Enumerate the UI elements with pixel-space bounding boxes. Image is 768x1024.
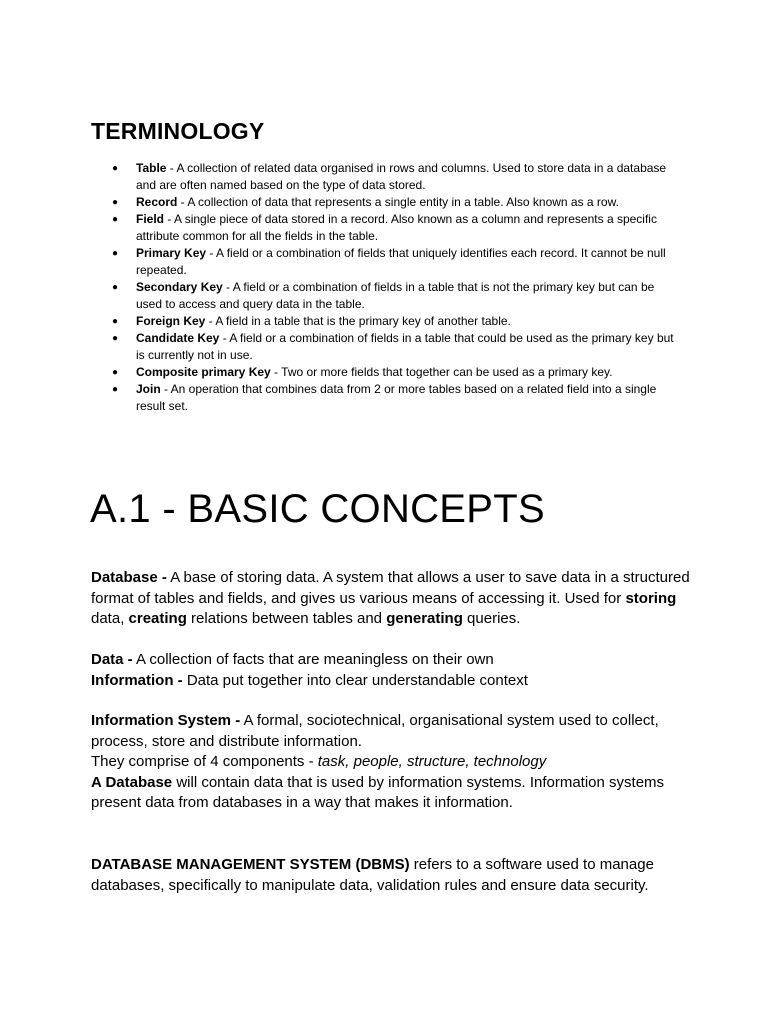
emphasis-generating: generating — [386, 610, 463, 627]
emphasis-creating: creating — [128, 610, 187, 627]
information-system-term: Information System - — [91, 712, 241, 729]
dbms-term: DATABASE MANAGEMENT SYSTEM (DBMS) — [91, 856, 410, 873]
term-label: Secondary Key — [136, 280, 223, 294]
list-item — [91, 364, 676, 381]
a-database-term: A Database — [91, 773, 173, 791]
terminology-heading: TERMINOLOGY — [91, 118, 265, 144]
term-label: Table — [136, 161, 167, 175]
information-system-paragraph — [91, 711, 691, 814]
term-definition: - An operation that combines data from 2 or more tables based on a related field into a single result set. — [136, 382, 657, 413]
term-label: Candidate Key — [136, 331, 220, 345]
database-text: A base of storing data. A system that allows a user to save data in a structured format of tables and fields, and gives us various means of accessing it. Used for — [91, 569, 690, 607]
dbms-paragraph — [91, 855, 691, 896]
emphasis-storing: storing — [625, 589, 677, 607]
term-label: Record — [136, 195, 178, 209]
term-definition: - A field or a combination of fields in a table that is not the primary key but can be used to access and query data in the table. — [136, 280, 655, 311]
list-item — [91, 160, 676, 194]
list-item — [91, 245, 676, 279]
information-system-text: A formal, sociotechnical, organisational system used to collect, process, store and distribute information. — [91, 712, 659, 750]
term-definition: - A collection of data that represents a single entity in a table. Also known as a row. — [177, 195, 619, 209]
term-definition: - Two or more fields that together can be used as a primary key. — [270, 365, 613, 379]
list-item — [91, 194, 676, 211]
components-list: task, people, structure, technology — [317, 753, 547, 770]
database-text: relations between tables and — [186, 610, 387, 627]
data-information-paragraph — [91, 650, 691, 691]
database-text: data, — [91, 610, 129, 627]
term-label: Field — [136, 212, 165, 226]
term-label: Primary Key — [136, 246, 207, 260]
term-label: Composite primary Key — [136, 365, 271, 379]
list-item — [91, 279, 676, 313]
term-definition: - A field or a combination of fields in a table that could be used as the primary key but is currently not in use. — [136, 331, 674, 362]
list-item — [91, 313, 676, 330]
terminology-list — [91, 160, 676, 415]
database-paragraph — [91, 568, 691, 630]
section-heading: A.1 - BASIC CONCEPTS — [90, 487, 545, 531]
list-item — [91, 381, 676, 415]
term-label: Foreign Key — [136, 314, 206, 328]
term-definition: - A collection of related data organised in rows and columns. Used to store data in a database and are often named based on the type of data stored. — [136, 161, 667, 192]
term-definition: - A field or a combination of fields that uniquely identifies each record. It cannot be null repeated. — [136, 246, 666, 277]
term-definition: - A field in a table that is the primary key of another table. — [205, 314, 511, 328]
database-text: queries. — [462, 610, 521, 627]
data-term: Data - — [91, 651, 133, 668]
term-definition: - A single piece of data stored in a record. Also known as a column and represents a specific attribute common for all the fields in the table. — [136, 212, 657, 243]
list-item — [91, 211, 676, 245]
a-database-text: will contain data that is used by information systems. Information systems present data from databases in a way that makes it information. — [91, 773, 665, 811]
list-item — [91, 330, 676, 364]
term-label: Join — [136, 382, 161, 396]
components-prefix: They comprise of 4 components - — [91, 753, 318, 770]
information-term: Information - — [91, 671, 183, 689]
dbms-text: refers to a software used to manage databases, specifically to manipulate data, validation rules and ensure data security. — [91, 856, 654, 894]
information-text: Data put together into clear understandable context — [182, 671, 528, 689]
database-term: Database - — [91, 569, 167, 586]
data-text: A collection of facts that are meaningless on their own — [132, 651, 494, 668]
